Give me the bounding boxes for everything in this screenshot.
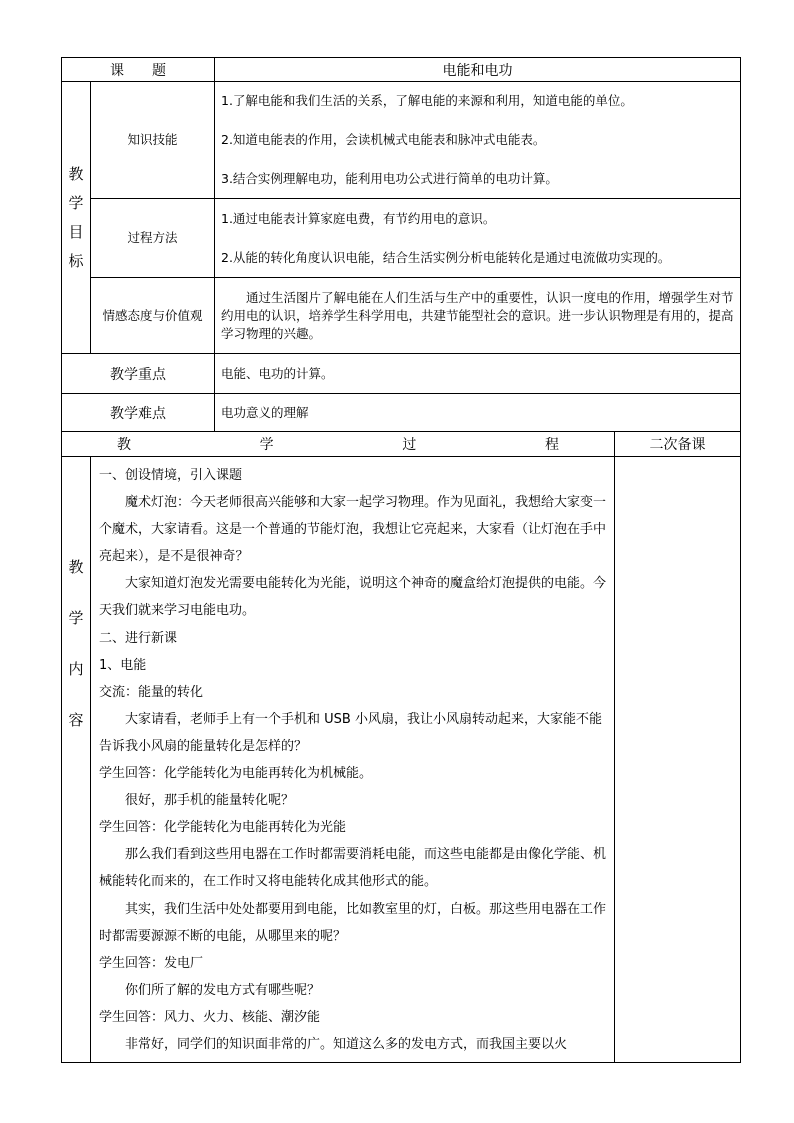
content-paragraph: 你们所了解的发电方式有哪些呢？ bbox=[125, 982, 321, 998]
content-paragraph: 魔术灯泡：今天老师很高兴能够和大家一起学习物理。作为见面礼，我想给大家变一个魔术，大家请看。这是一个普通的节能灯泡，我想让它亮起来，大家看（让灯泡在手中亮起来），是不是很神奇？ bbox=[99, 495, 607, 565]
content-paragraph: 学生回答：风力、火力、核能、潮汐能 bbox=[99, 1009, 321, 1025]
content-paragraph: 交流：能量的转化 bbox=[99, 684, 204, 700]
goal-attitude-row bbox=[62, 278, 741, 354]
topic-value: 电能和电功 bbox=[215, 58, 741, 82]
content-paragraph: 其实，我们生活中处处都要用到电能，比如教室里的灯，白板。那这些用电器在工作时都需要源源不断的电能，从哪里来的呢？ bbox=[99, 901, 607, 944]
content-paragraph: 二、进行新课 bbox=[99, 630, 178, 646]
process-item: 2.从能的转化角度认识电能，结合生活实例分析电能转化是通过电流做功实现的。 bbox=[221, 249, 671, 265]
difficulty-label: 教学难点 bbox=[62, 394, 215, 432]
content-row bbox=[62, 457, 741, 1063]
attitude-text: 通过生活图片了解电能在人们生活与生产中的重要性，认识一度电的作用，增强学生对节约用电的认识，培养学生科学用电，共建节能型社会的意识。进一步认识物理是有用的，提高学习物理的兴趣。 bbox=[221, 289, 734, 341]
attitude-label: 情感态度与价值观 bbox=[91, 278, 215, 354]
topic-label: 课 题 bbox=[62, 58, 215, 82]
content-paragraphs bbox=[99, 462, 606, 1058]
goals-group-label: 教 学 目 标 bbox=[62, 82, 91, 354]
key-point-value: 电能、电功的计算。 bbox=[215, 354, 741, 394]
content-paragraph: 非常好，同学们的知识面非常的广。知道这么多的发电方式，而我国主要以火 bbox=[125, 1036, 568, 1052]
attitude-cell bbox=[215, 278, 741, 354]
knowledge-item: 2.知道电能表的作用，会读机械式电能表和脉冲式电能表。 bbox=[221, 132, 546, 147]
content-paragraph: 很好，那手机的能量转化呢？ bbox=[125, 793, 295, 809]
knowledge-item: 3.结合实例理解电功，能利用电功公式进行简单的电功计算。 bbox=[221, 171, 558, 186]
content-body bbox=[91, 457, 615, 1063]
key-point-label: 教学重点 bbox=[62, 354, 215, 394]
lesson-plan-table bbox=[61, 57, 741, 1063]
goal-knowledge-row bbox=[62, 82, 741, 199]
secondary-prep-header: 二次备课 bbox=[615, 432, 741, 457]
process-label: 过程方法 bbox=[91, 199, 215, 278]
content-paragraph: 一、创设情境，引入课题 bbox=[99, 468, 243, 483]
process-item: 1.通过电能表计算家庭电费，有节约用电的意识。 bbox=[221, 210, 496, 226]
knowledge-item: 1.了解电能和我们生活的关系，了解电能的来源和利用，知道电能的单位。 bbox=[221, 93, 633, 108]
secondary-prep-cell bbox=[615, 457, 741, 1063]
difficulty-value: 电功意义的理解 bbox=[215, 394, 741, 432]
goal-process-row bbox=[62, 199, 741, 278]
content-paragraph: 1、电能 bbox=[99, 657, 147, 673]
knowledge-items bbox=[215, 82, 741, 199]
content-paragraph: 学生回答：化学能转化为电能再转化为机械能。 bbox=[99, 766, 373, 782]
content-paragraph: 那么我们看到这些用电器在工作时都需要消耗电能，而这些电能都是由像化学能、机械能转化而来的，在工作时又将电能转化成其他形式的能。 bbox=[99, 847, 607, 890]
content-paragraph: 学生回答：化学能转化为电能再转化为光能 bbox=[99, 820, 347, 836]
knowledge-label: 知识技能 bbox=[91, 82, 215, 199]
content-paragraph: 大家知道灯泡发光需要电能转化为光能，说明这个神奇的魔盒给灯泡提供的电能。今天我们就来学习电能电功。 bbox=[99, 576, 607, 619]
content-group-label: 教 学 内 容 bbox=[62, 457, 91, 1063]
difficulty-row bbox=[62, 394, 741, 432]
key-point-row bbox=[62, 354, 741, 394]
topic-row bbox=[62, 58, 741, 82]
process-items bbox=[215, 199, 741, 278]
content-paragraph: 学生回答：发电厂 bbox=[99, 955, 204, 971]
process-header: 教 学 过 程 bbox=[62, 432, 615, 457]
content-paragraph: 大家请看，老师手上有一个手机和 USB 小风扇，我让小风扇转动起来，大家能不能告诉我小风扇的能量转化是怎样的？ bbox=[99, 711, 602, 754]
process-header-row bbox=[62, 432, 741, 457]
